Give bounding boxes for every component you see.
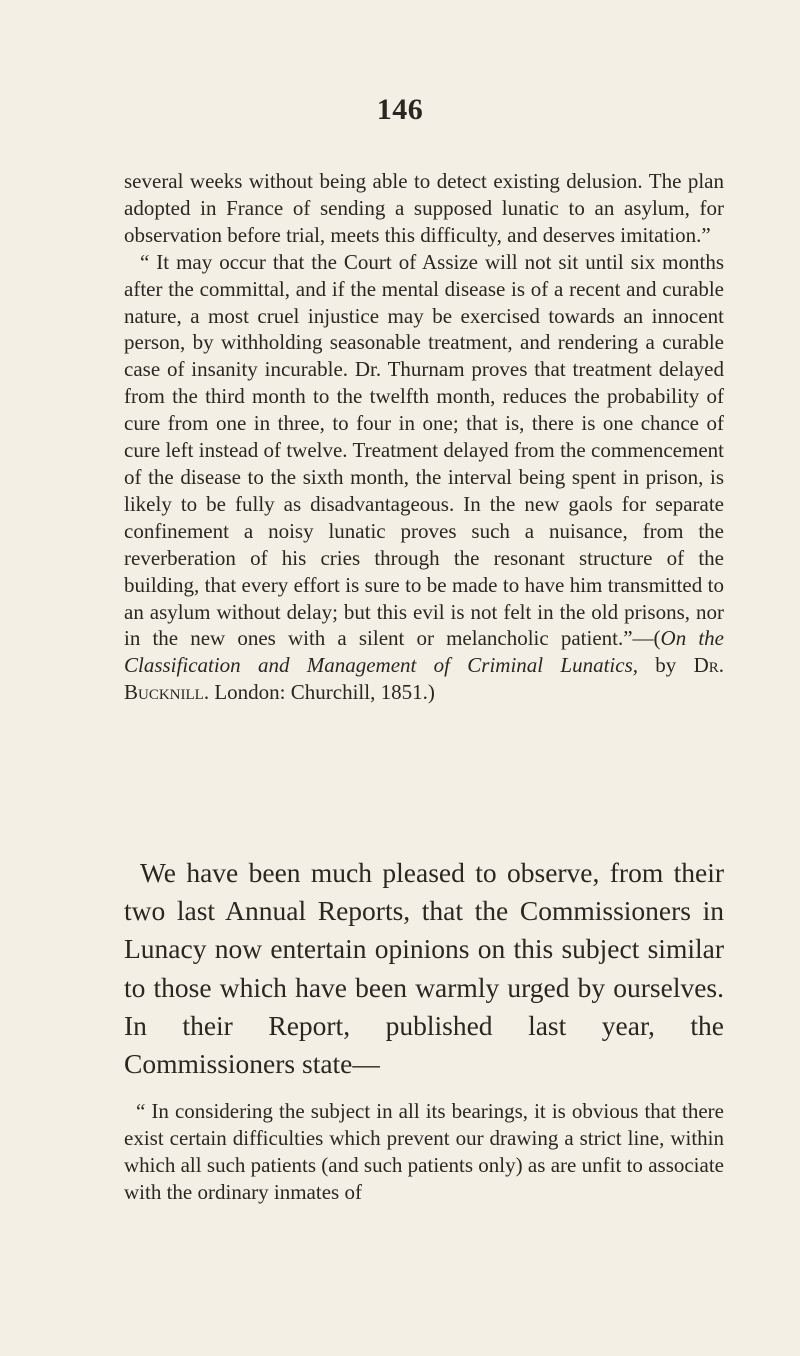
citation-title: On the Classification and Management of Criminal Lunatics,	[124, 626, 724, 678]
paragraph-commissioners: We have been much pleased to observe, from their two last Annual Reports, that the Commissioners in Lunacy now entertain opinions on this subject similar to those which have been warmly urged by ourselves. In their Report, published last year, the Commissioners state—	[124, 857, 724, 1080]
paragraph-quote-assize	[124, 249, 724, 706]
citation-author: Dr. Bucknill.	[124, 653, 725, 705]
page-number: 146	[376, 93, 424, 126]
paragraph-commissioners-quote: “ In considering the subject in all its bearings, it is obvious that there exist certain difficulties which prevent our drawing a strict line, within which all such patients (and such patients only) as are unfit to associate with the ordinary inmates of	[124, 1099, 724, 1204]
paragraph-continuation: several weeks without being able to detect existing delusion. The plan adopted in France of sending a supposed lunatic to an asylum, for observation before trial, meets this difficulty, and deserves imitation.”	[124, 169, 724, 247]
quote-body: “ It may occur that the Court of Assize will not sit until six months after the committal, and if the mental disease is of a recent and curable nature, a most cruel injustice may be exercised towards an innocent person, by withholding seasonable treatment, and rendering a curable case of insanity incurable. Dr. Thurnam proves that treatment delayed from the third month to the twelfth month, reduces the probability of cure from one in three, to four in one; that is, there is one chance of cure left instead of twelve. Treatment delayed from the commencement of the disease to the sixth month, the interval being spent in prison, is likely to be fully as disadvantageous. In the new gaols for separate confinement a noisy lunatic proves such a nuisance, from the reverberation of his cries through the resonant structure of the building, that every effort is sure to be made to have him transmitted to an asylum without delay; but this evil is not felt in the old prisons, nor in the new ones with a silent or melancholic patient.”—(	[124, 249, 724, 651]
citation-publisher: London: Churchill, 1851.)	[209, 680, 435, 705]
large-text-block	[124, 854, 724, 1083]
citation-by: by	[638, 653, 694, 678]
body-text-block	[124, 168, 724, 706]
quote-text-block	[124, 1098, 724, 1206]
